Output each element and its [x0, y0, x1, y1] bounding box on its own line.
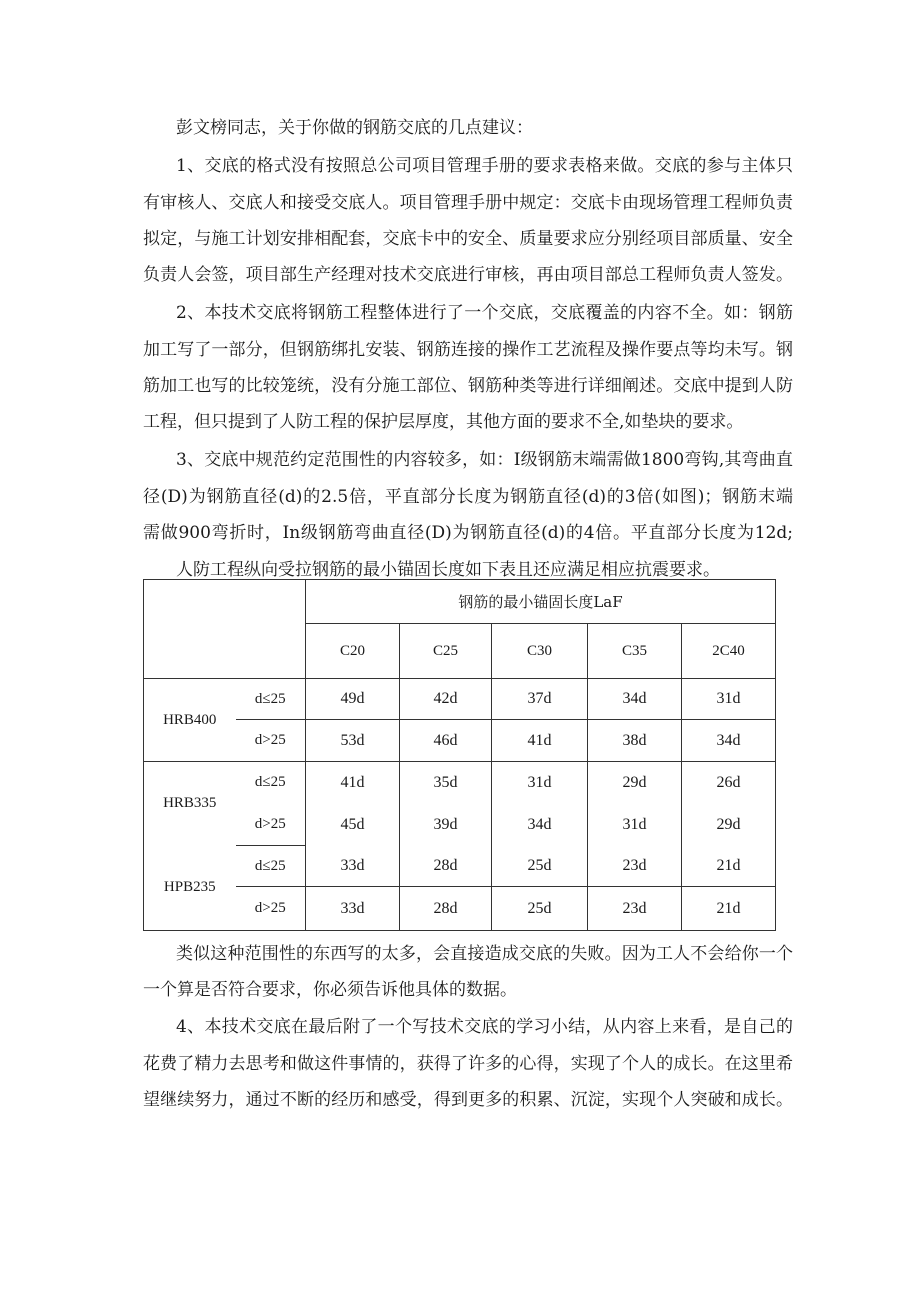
- condition-cell: d≤25: [236, 846, 306, 887]
- value-cell: 39d: [400, 804, 492, 846]
- p2-line: 2、本技术交底将钢筋工程整体进行了一个交底，交底覆盖的内容不全。如：钢筋: [176, 303, 793, 323]
- value-cell: 34d: [492, 804, 588, 846]
- value-cell: 33d: [306, 846, 400, 887]
- value-cell: 34d: [588, 679, 682, 720]
- table-corner-cell: [144, 580, 306, 679]
- anchorage-length-table: [143, 579, 776, 931]
- pafter-line: 一个算是否符合要求，你必须告诉他具体的数据。: [143, 980, 517, 1000]
- table-header-title: 钢筋的最小锚固长度LaF: [306, 580, 776, 624]
- p1-line: 负责人会签，项目部生产经理对技术交底进行审核，再由项目部总工程师负责人签发。: [143, 265, 793, 285]
- p3-line: 3、交底中规范约定范围性的内容较多，如：I级钢筋末端需做1800弯钩,其弯曲直: [176, 450, 793, 470]
- grade-header: C30: [492, 624, 588, 679]
- value-cell: 23d: [588, 846, 682, 887]
- grade-header: 2C40: [682, 624, 776, 679]
- value-cell: 26d: [682, 762, 776, 804]
- condition-cell: d>25: [236, 804, 306, 846]
- value-cell: 42d: [400, 679, 492, 720]
- value-cell: 46d: [400, 720, 492, 762]
- value-cell: 23d: [588, 887, 682, 931]
- p3-line: 需做900弯折时，In级钢筋弯曲直径(D)为钢筋直径(d)的4倍。平直部分长度为12d;: [143, 523, 793, 543]
- value-cell: 31d: [588, 804, 682, 846]
- value-cell: 21d: [682, 887, 776, 931]
- value-cell: 28d: [400, 887, 492, 931]
- value-cell: 25d: [492, 887, 588, 931]
- greeting-line: 彭文榜同志，关于你做的钢筋交底的几点建议：: [176, 118, 533, 138]
- table-row: [144, 887, 776, 931]
- table-row: [144, 762, 776, 804]
- condition-cell: d≤25: [236, 762, 306, 804]
- p2-line: 工程，但只提到了人防工程的保护层厚度，其他方面的要求不全,如垫块的要求。: [143, 412, 744, 432]
- table-row: [144, 720, 776, 762]
- value-cell: 53d: [306, 720, 400, 762]
- table-caption: 人防工程纵向受拉钢筋的最小锚固长度如下表且还应满足相应抗震要求。: [176, 560, 720, 580]
- value-cell: 33d: [306, 887, 400, 931]
- pafter-line: 类似这种范围性的东西写的太多，会直接造成交底的失败。因为工人不会给你一个: [176, 944, 793, 964]
- grade-header: C20: [306, 624, 400, 679]
- value-cell: 35d: [400, 762, 492, 804]
- value-cell: 29d: [588, 762, 682, 804]
- value-cell: 49d: [306, 679, 400, 720]
- p4-line: 4、本技术交底在最后附了一个写技术交底的学习小结，从内容上来看，是自己的: [176, 1017, 793, 1037]
- p1-line: 1、交底的格式没有按照总公司项目管理手册的要求表格来做。交底的参与主体只: [176, 156, 793, 176]
- steel-type-cell: HRB335: [144, 762, 236, 846]
- p1-line: 有审核人、交底人和接受交底人。项目管理手册中规定：交底卡由现场管理工程师负责: [143, 193, 793, 213]
- p3-line: 径(D)为钢筋直径(d)的2.5倍，平直部分长度为钢筋直径(d)的3倍(如图)；钢筋末端: [143, 487, 793, 507]
- value-cell: 21d: [682, 846, 776, 887]
- condition-cell: d≤25: [236, 679, 306, 720]
- steel-type-cell: HPB235: [144, 846, 236, 931]
- p4-line: 望继续努力，通过不断的经历和感受，得到更多的积累、沉淀，实现个人突破和成长。: [143, 1090, 793, 1110]
- p1-line: 拟定，与施工计划安排相配套，交底卡中的安全、质量要求应分别经项目部质量、安全: [143, 229, 793, 249]
- value-cell: 38d: [588, 720, 682, 762]
- table-row: [144, 804, 776, 846]
- condition-cell: d>25: [236, 720, 306, 762]
- value-cell: 45d: [306, 804, 400, 846]
- condition-cell: d>25: [236, 887, 306, 931]
- grade-header: C25: [400, 624, 492, 679]
- p2-line: 筋加工也写的比较笼统，没有分施工部位、钢筋种类等进行详细阐述。交底中提到人防: [143, 376, 793, 396]
- table-row: [144, 846, 776, 887]
- table-row: [144, 679, 776, 720]
- value-cell: 29d: [682, 804, 776, 846]
- value-cell: 37d: [492, 679, 588, 720]
- value-cell: 28d: [400, 846, 492, 887]
- value-cell: 25d: [492, 846, 588, 887]
- p2-line: 加工写了一部分，但钢筋绑扎安装、钢筋连接的操作工艺流程及操作要点等均未写。钢: [143, 340, 793, 360]
- value-cell: 41d: [492, 720, 588, 762]
- p4-line: 花费了精力去思考和做这件事情的，获得了许多的心得，实现了个人的成长。在这里希: [143, 1054, 793, 1074]
- value-cell: 41d: [306, 762, 400, 804]
- value-cell: 31d: [492, 762, 588, 804]
- value-cell: 31d: [682, 679, 776, 720]
- steel-type-cell: HRB400: [144, 679, 236, 762]
- grade-header: C35: [588, 624, 682, 679]
- value-cell: 34d: [682, 720, 776, 762]
